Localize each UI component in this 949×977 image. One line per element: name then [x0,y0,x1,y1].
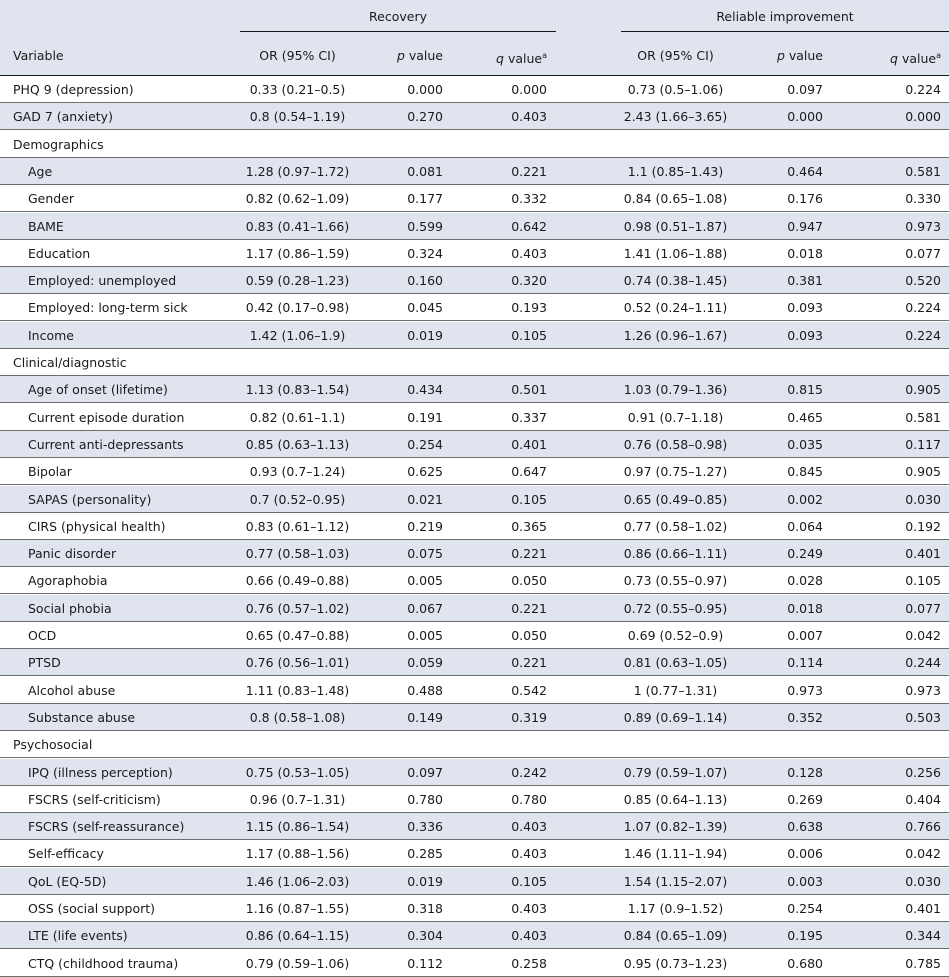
recovery-p-value-cell: 0.021 [407,491,443,507]
variable-cell: Employed: long-term sick [28,300,188,316]
recovery-or-ci-cell: 0.82 (0.61–1.1) [249,409,346,425]
group-underline-reliable-improvement [621,31,949,32]
recovery-q-value-cell: 0.780 [511,791,547,807]
group-header-reliable-improvement: Reliable improvement [716,9,854,24]
reliable-p-value-cell: 0.680 [787,955,823,971]
recovery-p-value-cell: 0.005 [407,573,443,589]
recovery-p-value-cell: 0.254 [407,436,443,452]
table-row [0,458,949,485]
recovery-q-value-cell: 0.105 [511,327,547,343]
reliable-q-value-cell: 0.905 [905,464,941,480]
recovery-p-value-cell: 0.112 [407,955,443,971]
recovery-q-value-cell: 0.642 [511,218,547,234]
reliable-p-value-cell: 0.114 [787,655,823,671]
recovery-or-ci-cell: 0.76 (0.57–1.02) [245,600,350,616]
variable-cell: Current episode duration [28,409,185,425]
recovery-p-value-cell: 0.097 [407,764,443,780]
recovery-or-ci-cell: 0.8 (0.54–1.19) [249,109,346,125]
recovery-q-value-cell: 0.403 [511,245,547,261]
reliable-q-value-cell: 0.973 [905,682,941,698]
reliable-or-ci-cell: 0.95 (0.73–1.23) [623,955,728,971]
reliable-q-value-cell: 0.766 [905,819,941,835]
variable-cell: CTQ (childhood trauma) [28,955,179,971]
reliable-p-value-cell: 0.947 [787,218,823,234]
reliable-q-value-cell: 0.077 [905,245,941,261]
reliable-p-value-cell: 0.973 [787,682,823,698]
recovery-or-ci-cell: 0.33 (0.21–0.5) [249,82,346,97]
reliable-q-value-cell: 0.224 [905,327,941,343]
reliable-p-value-cell: 0.028 [787,573,823,589]
reliable-q-value-cell: 0.224 [905,82,941,97]
reliable-q-value-cell: 0.000 [905,109,941,125]
recovery-or-ci-cell: 0.76 (0.56–1.01) [245,655,350,671]
reliable-q-value-cell: 0.042 [905,846,941,862]
recovery-q-value-cell: 0.105 [511,873,547,889]
recovery-p-value-cell: 0.625 [407,464,443,480]
reliable-q-value-cell: 0.401 [905,901,941,916]
recovery-q-value-cell: 0.403 [511,901,547,916]
recovery-p-value-cell: 0.081 [407,163,443,179]
recovery-p-value-cell: 0.000 [407,82,443,97]
table-row [0,813,949,840]
variable-cell: PHQ 9 (depression) [13,82,134,97]
reliable-q-value-cell: 0.256 [905,764,941,780]
variable-cell: Alcohol abuse [28,682,116,698]
recovery-q-value-cell: 0.647 [511,464,547,480]
recovery-or-ci-cell: 1.17 (0.86–1.59) [245,245,350,261]
reliable-p-value-cell: 0.007 [787,628,823,643]
recovery-p-value-cell: 0.336 [407,819,443,835]
recovery-or-ci-cell: 0.96 (0.7–1.31) [249,791,346,807]
section-label: Psychosocial [13,737,93,753]
recovery-p-value-cell: 0.324 [407,245,443,261]
recovery-q-value-cell: 0.403 [511,819,547,835]
reliable-p-value-cell: 0.269 [787,791,823,807]
recovery-or-ci-cell: 1.28 (0.97–1.72) [245,163,350,179]
table-row [0,513,949,540]
reliable-p-value-cell: 0.035 [787,436,823,452]
reliable-p-value-cell: 0.093 [787,327,823,343]
table-row [0,540,949,567]
recovery-or-ci-cell: 1.11 (0.83–1.48) [245,682,350,698]
recovery-p-value-cell: 0.149 [407,709,443,725]
recovery-q-value-cell: 0.221 [511,655,547,671]
variable-cell: Employed: unemployed [28,273,177,289]
reliable-or-ci-cell: 1 (0.77–1.31) [633,682,718,698]
variable-cell: OSS (social support) [28,901,156,916]
table-row [0,950,949,977]
reliable-p-value-cell: 0.097 [787,82,823,97]
recovery-q-value-cell: 0.050 [511,573,547,589]
recovery-or-ci-cell: 1.46 (1.06–2.03) [245,873,350,889]
group-header-recovery: Recovery [369,9,427,24]
reliable-or-ci-cell: 0.91 (0.7–1.18) [627,409,724,425]
table-row [0,486,949,513]
reliable-or-ci-cell: 0.79 (0.59–1.07) [623,764,728,780]
recovery-p-value-cell: 0.285 [407,846,443,862]
table-row [0,267,949,294]
reliable-p-value-cell: 0.002 [787,491,823,507]
recovery-p-value-cell: 0.599 [407,218,443,234]
recovery-q-value-cell: 0.365 [511,518,547,534]
reliable-q-value-cell: 0.785 [905,955,941,971]
reliable-q-value-cell: 0.077 [905,600,941,616]
recovery-q-value-cell: 0.221 [511,163,547,179]
reliable-q-value-cell: 0.117 [905,436,941,452]
recovery-q-value-cell: 0.501 [511,382,547,398]
recovery-q-value-cell: 0.221 [511,600,547,616]
recovery-or-ci-cell: 0.59 (0.28–1.23) [245,273,350,289]
reliable-q-value-cell: 0.404 [905,791,941,807]
recovery-or-ci-cell: 1.17 (0.88–1.56) [245,846,350,862]
variable-cell: Age [28,163,53,179]
recovery-or-ci-cell: 0.85 (0.63–1.13) [245,436,350,452]
reliable-or-ci-cell: 1.41 (1.06–1.88) [623,245,728,261]
reliable-or-ci-cell: 0.84 (0.65–1.08) [623,191,728,207]
reliable-p-value-cell: 0.815 [787,382,823,398]
variable-cell: BAME [28,218,64,234]
recovery-q-value-cell: 0.332 [511,191,547,207]
reliable-p-value-cell: 0.003 [787,873,823,889]
table-header [0,0,949,75]
table-row [0,294,949,321]
reliable-p-value-cell: 0.249 [787,546,823,562]
recovery-q-value-cell: 0.000 [511,82,547,97]
recovery-p-value-cell: 0.045 [407,300,443,316]
reliable-or-ci-cell: 2.43 (1.66–3.65) [623,109,728,125]
recovery-or-ci-cell: 1.15 (0.86–1.54) [245,819,350,835]
reliable-q-value-cell: 0.192 [905,518,941,534]
reliable-p-value-cell: 0.018 [787,245,823,261]
reliable-or-ci-cell: 1.17 (0.9–1.52) [627,901,724,916]
reliable-or-ci-cell: 0.52 (0.24–1.11) [623,300,728,316]
table-row [0,76,949,103]
table-row [0,622,949,649]
group-underline-recovery [240,31,556,32]
recovery-or-ci-cell: 0.7 (0.52–0.95) [249,491,346,507]
variable-cell: Current anti-depressants [28,436,184,452]
table-row [0,677,949,704]
reliable-or-ci-cell: 0.98 (0.51–1.87) [623,218,728,234]
reliable-q-value-cell: 0.105 [905,573,941,589]
header-p-value-reliable: p value [776,48,823,63]
recovery-q-value-cell: 0.050 [511,628,547,643]
recovery-or-ci-cell: 0.79 (0.59–1.06) [245,955,350,971]
reliable-q-value-cell: 0.905 [905,382,941,398]
reliable-q-value-cell: 0.042 [905,628,941,643]
reliable-p-value-cell: 0.845 [787,464,823,480]
table-row [0,185,949,212]
reliable-q-value-cell: 0.581 [905,163,941,179]
table-row [0,704,949,731]
variable-cell: OCD [28,628,57,643]
recovery-p-value-cell: 0.160 [407,273,443,289]
recovery-q-value-cell: 0.242 [511,764,547,780]
recovery-q-value-cell: 0.258 [511,955,547,971]
recovery-q-value-cell: 0.403 [511,928,547,944]
reliable-or-ci-cell: 0.69 (0.52–0.9) [627,628,724,643]
reliable-or-ci-cell: 0.77 (0.58–1.02) [623,518,728,534]
reliable-q-value-cell: 0.344 [905,928,941,944]
reliable-or-ci-cell: 0.73 (0.5–1.06) [627,82,724,97]
reliable-q-value-cell: 0.973 [905,218,941,234]
recovery-q-value-cell: 0.319 [511,709,547,725]
reliable-or-ci-cell: 0.72 (0.55–0.95) [623,600,728,616]
table-row [0,322,949,349]
variable-cell: Agoraphobia [28,573,108,589]
recovery-q-value-cell: 0.320 [511,273,547,289]
reliable-p-value-cell: 0.254 [787,901,823,916]
recovery-or-ci-cell: 1.16 (0.87–1.55) [245,901,350,916]
reliable-p-value-cell: 0.464 [787,163,823,179]
recovery-or-ci-cell: 0.42 (0.17–0.98) [245,300,350,316]
recovery-p-value-cell: 0.780 [407,791,443,807]
reliable-or-ci-cell: 0.84 (0.65–1.09) [623,928,728,944]
section-label: Clinical/diagnostic [13,355,127,370]
variable-cell: CIRS (physical health) [28,518,166,534]
variable-cell: Bipolar [28,464,72,480]
recovery-or-ci-cell: 0.65 (0.47–0.88) [245,628,350,643]
recovery-p-value-cell: 0.005 [407,628,443,643]
reliable-q-value-cell: 0.030 [905,491,941,507]
reliable-or-ci-cell: 0.73 (0.55–0.97) [623,573,728,589]
reliable-or-ci-cell: 0.74 (0.38–1.45) [623,273,728,289]
reliable-q-value-cell: 0.244 [905,655,941,671]
recovery-or-ci-cell: 0.66 (0.49–0.88) [245,573,350,589]
reliable-or-ci-cell: 1.46 (1.11–1.94) [623,846,728,862]
reliable-p-value-cell: 0.018 [787,600,823,616]
table-row [0,868,949,895]
variable-cell: QoL (EQ-5D) [28,873,107,889]
table-row [0,895,949,922]
table-row [0,103,949,130]
header-or-ci-recovery: OR (95% CI) [259,48,336,63]
table-row [0,431,949,458]
table-row [0,567,949,594]
table-row [0,376,949,403]
table-row [0,786,949,813]
variable-cell: Income [28,327,74,343]
recovery-or-ci-cell: 0.83 (0.41–1.66) [245,218,350,234]
variable-cell: Age of onset (lifetime) [28,382,168,398]
table-row [0,840,949,867]
reliable-p-value-cell: 0.638 [787,819,823,835]
table-row [0,404,949,431]
recovery-p-value-cell: 0.075 [407,546,443,562]
recovery-p-value-cell: 0.318 [407,901,443,916]
recovery-or-ci-cell: 0.93 (0.7–1.24) [249,464,346,480]
header-variable: Variable [13,48,64,63]
variable-cell: Substance abuse [28,709,136,725]
recovery-q-value-cell: 0.337 [511,409,547,425]
reliable-q-value-cell: 0.030 [905,873,941,889]
recovery-q-value-cell: 0.105 [511,491,547,507]
reliable-p-value-cell: 0.128 [787,764,823,780]
table-row [0,158,949,185]
header-q-value-recovery: q value$^a$ [496,51,547,66]
variable-cell: Social phobia [28,600,112,616]
variable-cell: SAPAS (personality) [28,491,152,507]
recovery-or-ci-cell: 0.75 (0.53–1.05) [245,764,350,780]
reliable-q-value-cell: 0.224 [905,300,941,316]
reliable-q-value-cell: 0.581 [905,409,941,425]
recovery-or-ci-cell: 1.13 (0.83–1.54) [245,382,350,398]
recovery-p-value-cell: 0.019 [407,873,443,889]
section-header-row [0,131,949,158]
reliable-or-ci-cell: 0.97 (0.75–1.27) [623,464,728,480]
reliable-or-ci-cell: 1.26 (0.96–1.67) [623,327,728,343]
header-q-value-reliable: q value$^a$ [890,51,941,66]
reliable-q-value-cell: 0.503 [905,709,941,725]
section-header-row [0,349,949,376]
reliable-q-value-cell: 0.401 [905,546,941,562]
header-or-ci-reliable: OR (95% CI) [637,48,714,63]
table-row [0,759,949,786]
variable-cell: Gender [28,191,75,207]
reliable-or-ci-cell: 0.86 (0.66–1.11) [623,546,728,562]
variable-cell: GAD 7 (anxiety) [13,109,113,125]
reliable-q-value-cell: 0.520 [905,273,941,289]
recovery-p-value-cell: 0.177 [407,191,443,207]
recovery-p-value-cell: 0.019 [407,327,443,343]
recovery-q-value-cell: 0.403 [511,109,547,125]
variable-cell: IPQ (illness perception) [28,764,173,780]
reliable-p-value-cell: 0.195 [787,928,823,944]
reliable-p-value-cell: 0.000 [787,109,823,125]
recovery-p-value-cell: 0.059 [407,655,443,671]
recovery-q-value-cell: 0.401 [511,436,547,452]
variable-cell: FSCRS (self-criticism) [28,791,161,807]
reliable-q-value-cell: 0.330 [905,191,941,207]
reliable-or-ci-cell: 1.07 (0.82–1.39) [623,819,728,835]
recovery-or-ci-cell: 0.77 (0.58–1.03) [245,546,350,562]
recovery-p-value-cell: 0.067 [407,600,443,616]
reliable-or-ci-cell: 0.65 (0.49–0.85) [623,491,728,507]
reliable-p-value-cell: 0.465 [787,409,823,425]
variable-cell: LTE (life events) [28,928,128,944]
variable-cell: Education [28,245,91,261]
reliable-or-ci-cell: 1.03 (0.79–1.36) [623,382,728,398]
table-row [0,213,949,240]
reliable-p-value-cell: 0.006 [787,846,823,862]
table-row [0,595,949,622]
recovery-p-value-cell: 0.191 [407,409,443,425]
recovery-q-value-cell: 0.403 [511,846,547,862]
reliable-or-ci-cell: 1.1 (0.85–1.43) [627,163,724,179]
reliable-p-value-cell: 0.352 [787,709,823,725]
reliable-or-ci-cell: 0.89 (0.69–1.14) [623,709,728,725]
recovery-p-value-cell: 0.434 [407,382,443,398]
recovery-p-value-cell: 0.488 [407,682,443,698]
reliable-p-value-cell: 0.381 [787,273,823,289]
recovery-p-value-cell: 0.270 [407,109,443,125]
header-p-value-recovery: p value [396,48,443,63]
reliable-or-ci-cell: 1.54 (1.15–2.07) [623,873,728,889]
recovery-or-ci-cell: 0.8 (0.58–1.08) [249,709,346,725]
reliable-p-value-cell: 0.064 [787,518,823,534]
recovery-or-ci-cell: 1.42 (1.06–1.9) [249,327,346,343]
section-header-row [0,731,949,758]
recovery-or-ci-cell: 0.82 (0.62–1.09) [245,191,350,207]
table-row [0,240,949,267]
variable-cell: FSCRS (self-reassurance) [28,819,185,835]
recovery-q-value-cell: 0.221 [511,546,547,562]
table-row [0,922,949,949]
variable-cell: Self-efficacy [28,846,104,862]
recovery-p-value-cell: 0.219 [407,518,443,534]
reliable-or-ci-cell: 0.85 (0.64–1.13) [623,791,728,807]
section-label: Demographics [13,136,104,152]
reliable-or-ci-cell: 0.76 (0.58–0.98) [623,436,728,452]
recovery-or-ci-cell: 0.86 (0.64–1.15) [245,928,350,944]
reliable-p-value-cell: 0.176 [787,191,823,207]
recovery-q-value-cell: 0.193 [511,300,547,316]
reliable-or-ci-cell: 0.81 (0.63–1.05) [623,655,728,671]
variable-cell: PTSD [28,655,61,671]
recovery-q-value-cell: 0.542 [511,682,547,698]
table-row [0,649,949,676]
variable-cell: Panic disorder [28,546,117,562]
recovery-p-value-cell: 0.304 [407,928,443,944]
reliable-p-value-cell: 0.093 [787,300,823,316]
recovery-or-ci-cell: 0.83 (0.61–1.12) [245,518,350,534]
